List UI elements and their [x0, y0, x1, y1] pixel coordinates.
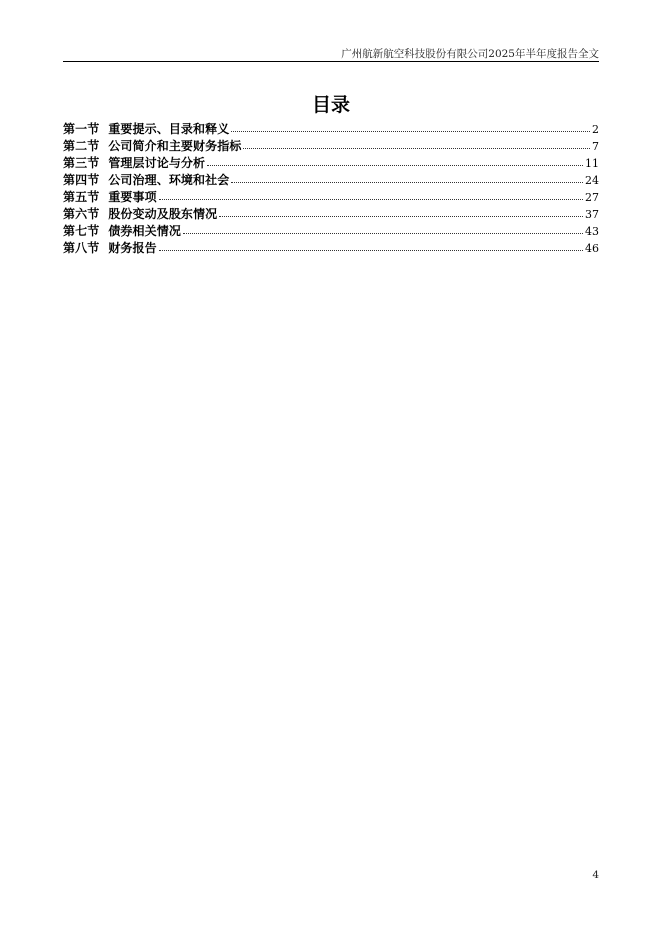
toc-entry-label	[63, 189, 157, 206]
table-of-contents	[63, 121, 599, 257]
toc-entry-label	[63, 172, 229, 189]
toc-page-number: 7	[592, 140, 599, 153]
toc-entry-label	[63, 155, 205, 172]
toc-section-title: 公司简介和主要财务指标	[108, 139, 242, 153]
toc-section-title: 重要提示、目录和释义	[108, 122, 230, 136]
toc-dot-leader	[159, 189, 583, 200]
toc-entry-label	[63, 138, 241, 155]
toc-entry-8[interactable]	[63, 240, 599, 257]
toc-entry-7[interactable]	[63, 223, 599, 240]
toc-entry-6[interactable]	[63, 206, 599, 223]
toc-dot-leader	[207, 155, 583, 166]
toc-page-number: 11	[585, 157, 599, 170]
toc-section-title: 财务报告	[108, 241, 157, 255]
toc-section-title: 债券相关情况	[108, 224, 181, 238]
toc-section-number: 第六节	[63, 207, 100, 221]
toc-section-title: 公司治理、环境和社会	[108, 173, 230, 187]
toc-section-title: 股份变动及股东情况	[108, 207, 218, 221]
toc-page-number: 37	[585, 208, 599, 221]
toc-page-number: 2	[592, 123, 599, 136]
toc-dot-leader	[243, 138, 590, 149]
toc-dot-leader	[231, 172, 583, 183]
toc-entry-label	[63, 206, 217, 223]
toc-entry-2[interactable]	[63, 138, 599, 155]
toc-page-number: 27	[585, 191, 599, 204]
running-header: 广州航新航空科技股份有限公司2025年半年度报告全文	[341, 48, 599, 60]
toc-section-title: 管理层讨论与分析	[108, 156, 206, 170]
header-divider	[63, 61, 599, 62]
toc-section-number: 第八节	[63, 241, 100, 255]
toc-section-number: 第七节	[63, 224, 100, 238]
toc-section-number: 第四节	[63, 173, 100, 187]
toc-dot-leader	[219, 206, 583, 217]
toc-dot-leader	[231, 121, 590, 132]
toc-section-number: 第一节	[63, 122, 100, 136]
toc-entry-label	[63, 121, 229, 138]
toc-section-title: 重要事项	[108, 190, 157, 204]
toc-page-number: 24	[585, 174, 599, 187]
toc-entry-label	[63, 223, 181, 240]
page-number: 4	[592, 869, 599, 881]
toc-entry-5[interactable]	[63, 189, 599, 206]
toc-entry-1[interactable]	[63, 121, 599, 138]
toc-page-number: 43	[585, 225, 599, 238]
toc-entry-3[interactable]	[63, 155, 599, 172]
toc-page-number: 46	[585, 242, 599, 255]
toc-entry-4[interactable]	[63, 172, 599, 189]
toc-dot-leader	[159, 240, 583, 251]
toc-entry-label	[63, 240, 157, 257]
toc-section-number: 第五节	[63, 190, 100, 204]
toc-section-number: 第三节	[63, 156, 100, 170]
toc-section-number: 第二节	[63, 139, 100, 153]
toc-title: 目录	[311, 94, 350, 116]
toc-dot-leader	[183, 223, 583, 234]
